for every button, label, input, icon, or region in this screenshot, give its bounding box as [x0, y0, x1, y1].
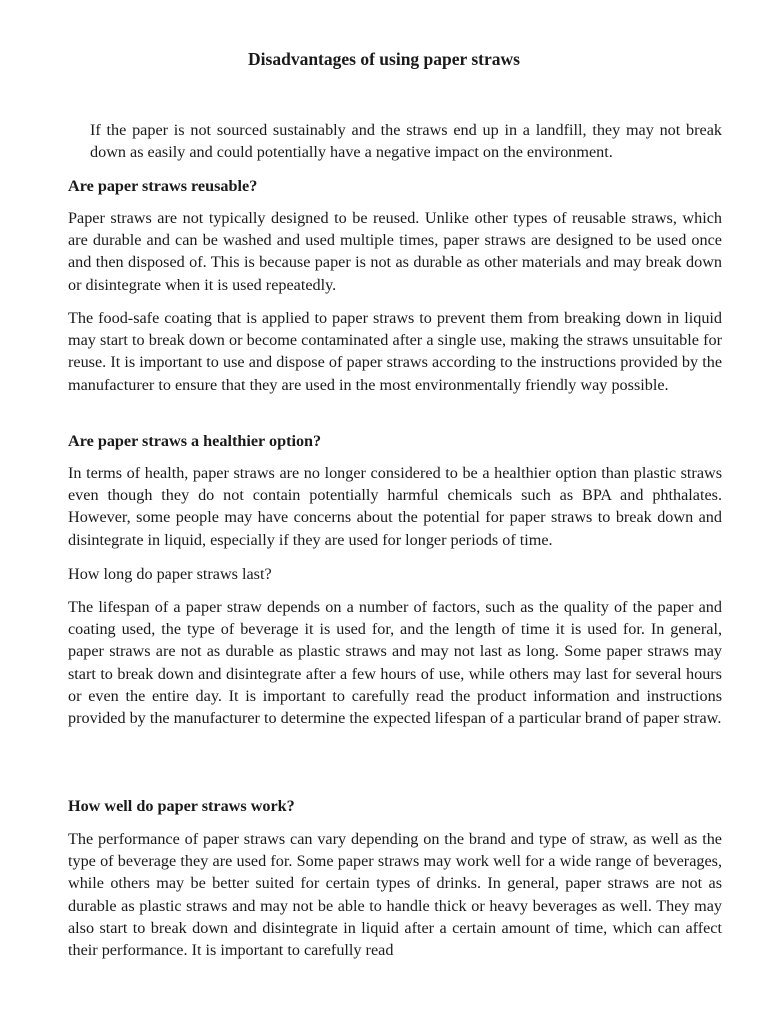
performance-paragraph-1: The performance of paper straws can vary depending on the brand and type of straw, as well as the type of beverage they are used for. Some paper straws may work well for a wide range of beverages, while others may be better suited for certain types of drinks. In general, paper straws are not as durable as plastic straws and may not be able to handle thick or heavy beverages as well. They may also start to break down and disintegrate in liquid after a certain amount of time, which can affect their performance. It is important to carefully read	[68, 830, 722, 960]
intro-paragraph: If the paper is not sourced sustainably and the straws end up in a landfill, they may not break down as easily and could potentially have a negative impact on the environment.	[90, 121, 722, 162]
section-heading-lifespan: How long do paper straws last?	[68, 565, 272, 583]
page-title: Disadvantages of using paper straws	[248, 49, 520, 69]
lifespan-paragraph-1: The lifespan of a paper straw depends on a number of factors, such as the quality of the paper and coating used, the type of beverage it is used for, and the length of time it is used for. In general, paper straws are not as durable as plastic straws and may not last as long. Some paper straws may start to break down and disintegrate after a few hours of use, while others may last for several hours or even the entire day. It is important to carefully read the product information and instructions provided by the manufacturer to determine the expected lifespan of a particular brand of paper straw.	[68, 598, 722, 728]
healthier-paragraph-1: In terms of health, paper straws are no longer considered to be a healthier option than plastic straws even though they do not contain potentially harmful chemicals such as BPA and phthalates. However, some people may have concerns about the potential for paper straws to break down and disintegrate in liquid, especially if they are used for longer periods of time.	[68, 464, 722, 549]
reusable-paragraph-2: The food-safe coating that is applied to paper straws to prevent them from breaking down in liquid may start to break down or become contaminated after a single use, making the straws unsuitable for reuse. It is important to use and dispose of paper straws according to the instructions provided by the manufacturer to ensure that they are used in the most environmentally friendly way possible.	[68, 309, 722, 394]
reusable-paragraph-1: Paper straws are not typically designed to be reused. Unlike other types of reusable straws, which are durable and can be washed and used multiple times, paper straws are designed to be used once and then disposed of. This is because paper is not as durable as other materials and may break down or disintegrate when it is used repeatedly.	[68, 209, 722, 294]
section-heading-performance: How well do paper straws work?	[68, 797, 295, 815]
section-heading-healthier: Are paper straws a healthier option?	[68, 432, 322, 450]
section-heading-reusable: Are paper straws reusable?	[68, 177, 258, 195]
